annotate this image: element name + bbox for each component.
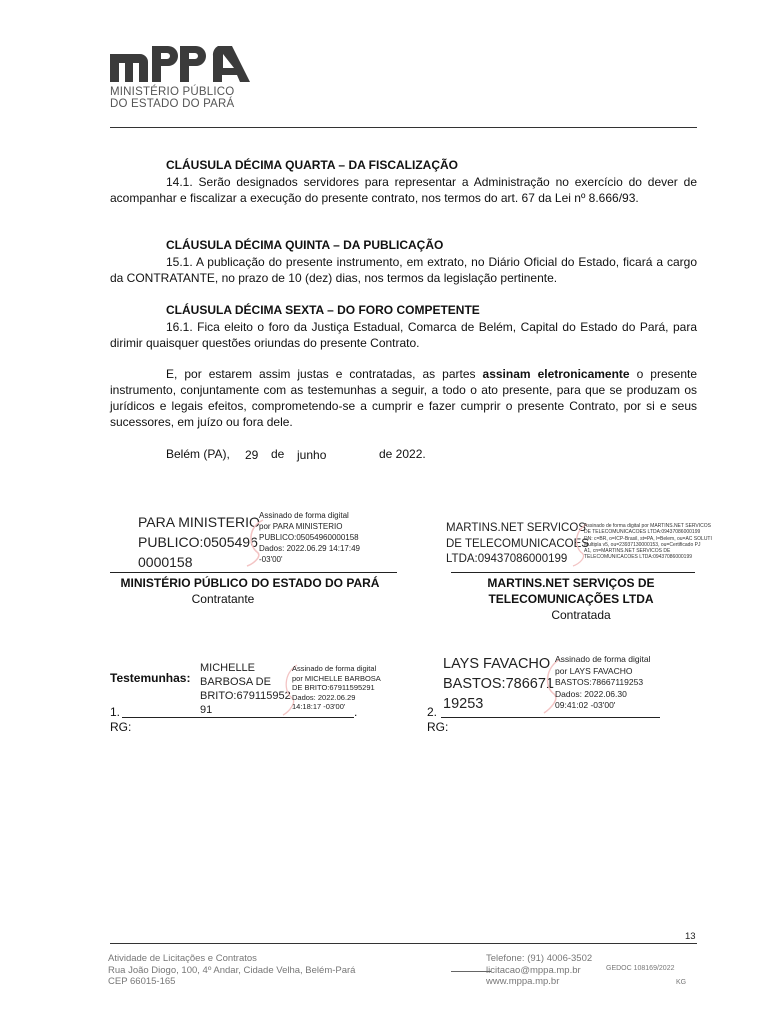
closing-post: o presente instrumento, conjuntamente com as testemunhas a seguir, a todo o ato presente, para que se produzam os jurídicos e legais efeitos, comprometendo-se a cumprir e fazer cumprir o presente Contrato, por si e seus sucessores, em juízo ou fora dele. [110,367,697,429]
witness1-line4: 91 [200,704,213,716]
witness1-digital-line: DE BRITO:67911595291 [292,683,375,692]
witness2-name [443,654,554,714]
mp-party-role: Contratante [191,592,255,606]
header-divider [110,127,697,128]
witness2-digital-line: Dados: 2022.06.30 [555,688,627,699]
clause-15-body: 15.1. A publicação do presente instrumento, em extrato, no Diário Oficial do Estado, ficará a cargo da CONTRATANTE, no prazo de 10 (dez) dias, nos termos da legislação pertinente. [110,255,697,285]
witness1-line-end: . [354,705,358,719]
closing-pre: E, por estarem assim justas e contratadas, as partes [166,367,483,381]
mp-digital-line: Dados: 2022.06.29 14:17:49 [259,544,360,553]
witness2-digital-info [555,654,650,712]
mn-digital-line: DN: c=BR, o=ICP-Brasil, st=PA, l=Belem, ou=AC SOLUTI [584,535,712,542]
footer-right [486,953,592,988]
date-place: Belém (PA), [166,447,230,461]
witness1-number: 1. [110,705,121,719]
mp-digital-line: por PARA MINISTERIO [259,522,343,531]
mn-digital-line: A1, cn=MARTINS.NET SERVICOS DE [584,548,671,555]
witness1-signature-line [122,717,354,718]
mn-digital-line: TELECOMUNICACOES LTDA:09437086000199 [584,554,693,561]
mn-digital-line: Assinado de forma digital por MARTINS.NET SERVICOS [584,523,711,529]
witness1-line2: BARBOSA DE [200,676,271,688]
witness1-digital-line: Dados: 2022.06.29 [292,692,356,702]
witness2-line1: LAYS FAVACHO [443,656,551,672]
mn-digital-line: Multipla v5, ou=23937130000153, ou=Certificado PJ [584,541,701,548]
mn-signer-name [446,521,589,568]
witness2-line2: BASTOS:786671 [443,676,554,692]
mn-signer-line2: DE TELECOMUNICACOES [446,537,589,550]
org-name-line2: DO ESTADO DO PARÁ [110,98,235,110]
mp-party-name: MINISTÉRIO PÚBLICO DO ESTADO DO PARÁ [120,576,380,590]
footer-initials-line [451,971,491,972]
mp-signer-line3: 0000158 [138,554,193,570]
witness2-digital-line: por LAYS FAVACHO [555,665,633,676]
page-number: 13 [685,931,696,942]
witness1-line3: BRITO:679115952 [200,690,291,702]
org-name-line1: MINISTÉRIO PÚBLICO [110,86,235,98]
witness1-name [200,661,291,717]
gedoc-number: GEDOC 108169/2022 [606,965,675,972]
org-name [110,86,234,110]
footer-department: Atividade de Licitações e Contratos [108,953,257,964]
witness2-digital-line: 09:41:02 -03'00' [555,700,616,710]
witness1-digital-line: 14:18:17 -03'00' [292,702,346,711]
mp-digital-info [259,510,360,565]
clause-16-title: CLÁUSULA DÉCIMA SEXTA – DO FORO COMPETENTE [166,303,480,317]
date-year: de 2022. [379,447,426,461]
footer-email: licitacao@mppa.mp.br [486,964,581,976]
footer-divider [110,943,697,944]
mp-signature-line [110,572,397,573]
mp-digital-line: Assinado de forma digital [259,511,349,520]
closing-paragraph [110,366,697,430]
witness2-digital-line: BASTOS:78667119253 [555,677,644,687]
mn-digital-info [584,523,712,561]
mn-party-role: Contratada [551,608,611,622]
footer-phone: Telefone: (91) 4006-3502 [486,953,593,964]
witness2-number: 2. [427,705,438,719]
footer-website: www.mppa.mp.br [486,976,560,987]
witness1-digital-line: Assinado de forma digital [292,664,377,673]
clause-14-text [110,174,697,206]
witnesses-label: Testemunhas: [110,671,191,685]
clause-15-title: CLÁUSULA DÉCIMA QUINTA – DA PUBLICAÇÃO [166,238,444,252]
mp-signer-line2: PUBLICO:0505496 [138,534,258,550]
closing-bold: assinam eletronicamente [482,367,630,381]
clause-14-body: 14.1. Serão designados servidores para representar a Administração no exercício do dever de acompanhar e fiscalizar a execução do presente contrato, nos termos do art. 67 da Lei nº 8.666/93. [110,175,697,205]
mn-signature-line [451,572,695,573]
witness1-line1: MICHELLE [200,662,256,674]
mn-digital-line: DE TELECOMUNICACOES LTDA:09437086000199 [584,529,701,536]
footer-left [108,953,355,988]
date-de: de [271,447,285,461]
date-month: junho [297,448,327,462]
witness2-digital-line: Assinado de forma digital [555,654,651,664]
mn-party-name-line1: MARTINS.NET SERVIÇOS DE [487,576,655,590]
clause-16-body: 16.1. Fica eleito o foro da Justiça Estadual, Comarca de Belém, Capital do Estado do Pará, para dirimir quaisquer questões oriundas do presente Contrato. [110,320,697,350]
witness1-rg: RG: [110,720,132,734]
clause-14-title: CLÁUSULA DÉCIMA QUARTA – DA FISCALIZAÇÃO [166,158,458,172]
mp-digital-line: PUBLICO:05054960000158 [259,533,359,542]
witness2-signature-line [441,717,660,718]
mp-digital-line: -03'00' [259,555,283,564]
witness1-digital-info [292,664,381,712]
footer-address: Rua João Diogo, 100, 4º Andar, Cidade Velha, Belém-Pará [108,964,356,976]
mn-signer-line1: MARTINS.NET SERVICOS [446,522,586,534]
witness2-line3: 19253 [443,696,484,712]
date-day: 29 [245,448,259,462]
mn-party-name-line2: TELECOMUNICAÇÕES LTDA [488,592,654,606]
mn-signer-line3: LTDA:09437086000199 [446,553,568,565]
clause-15-text [110,254,697,286]
witness1-digital-line: por MICHELLE BARBOSA [292,673,381,683]
witness2-rg: RG: [427,720,449,734]
clause-16-text [110,319,697,351]
footer-zip: CEP 66015-165 [108,976,176,987]
footer-initials: KG [676,979,687,986]
mp-signer-line1: PARA MINISTERIO [138,514,260,530]
mppa-logo [110,46,250,82]
mp-signer-name [138,512,260,572]
